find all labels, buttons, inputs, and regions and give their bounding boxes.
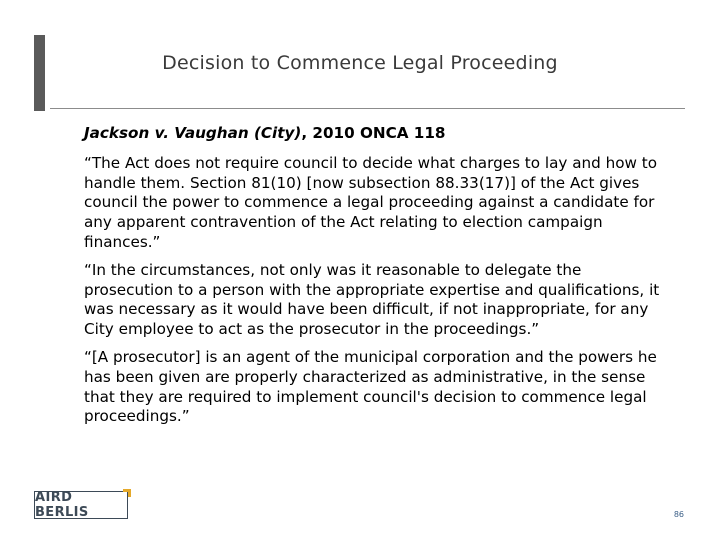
case-reference: , 2010 ONCA 118 <box>301 124 446 142</box>
case-citation <box>84 124 674 144</box>
page-number: 86 <box>673 510 684 519</box>
quote-2: “In the circumstances, not only was it reasonable to delegate the prosecution to a person with the appropriate expertise and qualifications, it was necessary as it would have been difficult, if not inappropriate, for any City employee to act as the prosecutor in the proceedings.” <box>84 260 660 339</box>
slide-title: Decision to Commence Legal Proceeding <box>162 52 558 74</box>
aird-berlis-logo <box>34 491 128 519</box>
logo-accent-icon <box>123 489 131 497</box>
quote-3: “[A prosecutor] is an agent of the municipal corporation and the powers he has been given are properly characterized as administrative, in the sense that they are required to implement council's decision to commence legal proceedings.” <box>84 347 657 426</box>
title-side-bar <box>34 35 45 111</box>
title-divider <box>50 108 685 109</box>
slide-body <box>84 124 674 435</box>
case-name: Jackson v. Vaughan (City) <box>84 124 302 142</box>
logo-text: AIRD BERLIS <box>35 490 89 520</box>
quote-1: “The Act does not require council to decide what charges to lay and how to handle them. Section 81(10) [now subsection 88.33(17)] of the Act gives council the power to commence a legal proceeding against a candidate for any apparent contravention of the Act relating to election campaign finances.” <box>84 153 658 251</box>
